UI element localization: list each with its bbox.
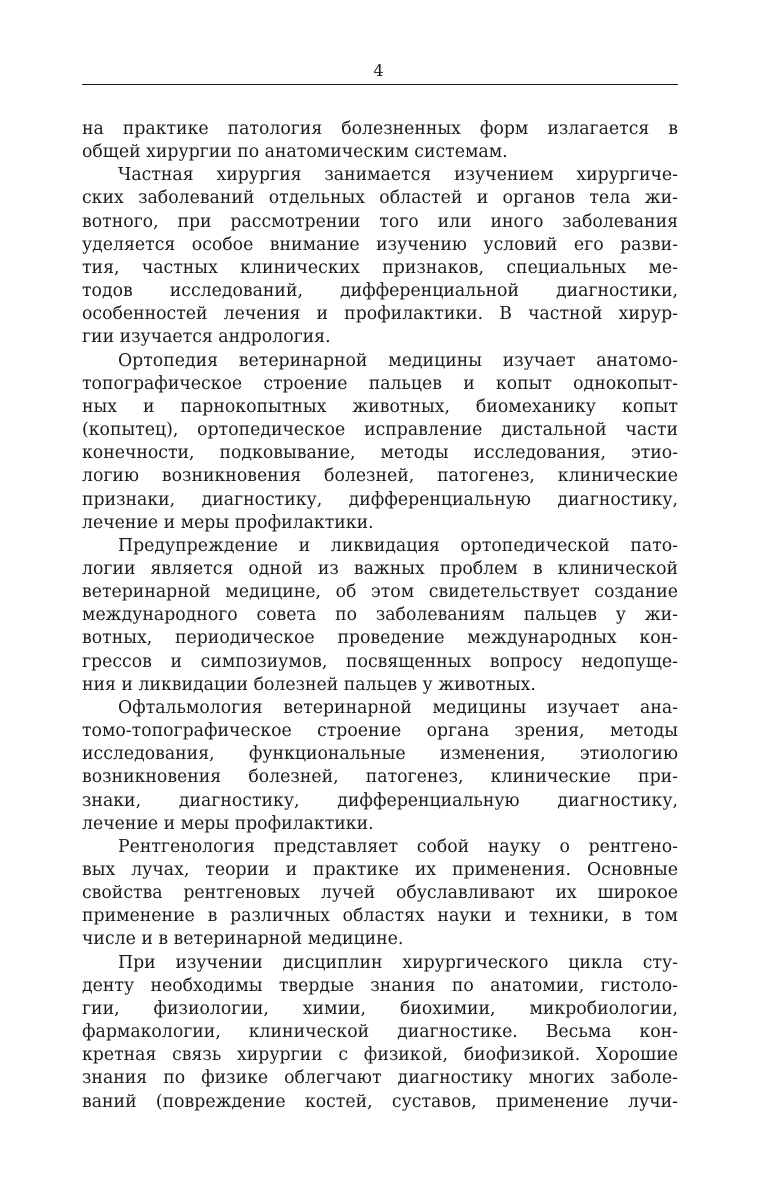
text-line: уделяется особое внимание изучению условий его разви- <box>82 234 678 255</box>
text-line: томо-топографическое строение органа зрения, методы <box>82 721 678 742</box>
text-line: ных и парнокопытных животных, биомеханику копыт <box>82 396 678 417</box>
text-line: Офтальмология ветеринарной медицины изучает ана- <box>118 697 678 718</box>
text-line: международного совета по заболеваниям пальцев у жи- <box>82 605 678 626</box>
text-line: свойства рентгеновых лучей обуславливают их широкое <box>82 883 678 904</box>
text-line: знания по физике облегчают диагностику многих заболе- <box>82 1068 678 1089</box>
text-line: конечности, подковывание, методы исследования, этио- <box>82 443 678 464</box>
text-line: логию возникновения болезней, патогенез, клинические <box>82 466 678 487</box>
body-text <box>82 118 678 1114</box>
text-line: лечение и меры профилактики. <box>82 512 374 533</box>
text-line: гии, физиологии, химии, биохимии, микробиологии, <box>82 998 678 1019</box>
text-line: (копытец), ортопедическое исправление дистальной части <box>82 420 678 441</box>
text-line: тодов исследований, дифференциальной диагностики, <box>82 281 678 302</box>
text-line: знаки, диагностику, дифференциальную диагностику, <box>82 790 678 811</box>
text-line: исследования, функциональные изменения, этиологию <box>82 744 678 765</box>
text-line: вотных, периодическое проведение международных кон- <box>82 628 678 649</box>
text-line: лечение и меры профилактики. <box>82 813 374 834</box>
text-line: общей хирургии по анатомическим системам. <box>82 142 508 163</box>
text-line: ских заболеваний отдельных областей и органов тела жи- <box>82 188 678 209</box>
text-line: применение в различных областях науки и техники, в том <box>82 906 678 927</box>
text-line: ветеринарной медицине, об этом свидетельствует создание <box>82 582 678 603</box>
text-line: Рентгенология представляет собой науку о рентгено- <box>118 836 678 857</box>
text-line: Предупреждение и ликвидация ортопедической пато- <box>118 535 678 556</box>
text-line: на практике патология болезненных форм излагается в <box>82 119 678 139</box>
text-line: топографическое строение пальцев и копыт однокопыт- <box>82 373 678 394</box>
text-line: тия, частных клинических признаков, специальных ме- <box>82 257 678 278</box>
text-line: денту необходимы твердые знания по анатомии, гистоло- <box>82 975 678 996</box>
text-line: фармакологии, клинической диагностике. Весьма кон- <box>82 1022 678 1043</box>
text-line: признаки, диагностику, дифференциальную диагностику, <box>82 489 678 510</box>
text-line: кретная связь хирургии с физикой, биофизикой. Хорошие <box>82 1045 678 1066</box>
text-line: ния и ликвидации болезней пальцев у животных. <box>82 674 536 695</box>
text-line: грессов и симпозиумов, посвященных вопросу недопуще- <box>82 651 678 672</box>
text-line: вотного, при рассмотрении того или иного заболевания <box>82 211 678 232</box>
text-line: логии является одной из важных проблем в клинической <box>82 558 678 579</box>
text-line: ваний (повреждение костей, суставов, применение лучи- <box>82 1091 678 1112</box>
text-line: возникновения болезней, патогенез, клинические при- <box>82 767 678 788</box>
text-line: При изучении дисциплин хирургического цикла сту- <box>118 952 678 973</box>
text-line: Частная хирургия занимается изучением хирургиче- <box>118 165 678 186</box>
page-number: 4 <box>373 61 384 80</box>
text-line: гии изучается андрология. <box>82 327 331 348</box>
header-rule <box>82 84 678 85</box>
text-line: числе и в ветеринарной медицине. <box>82 929 404 950</box>
text-line: вых лучах, теории и практике их применения. Основные <box>82 860 678 880</box>
text-line: Ортопедия ветеринарной медицины изучает анатомо- <box>118 350 678 371</box>
text-line: особенностей лечения и профилактики. В частной хирур- <box>82 304 678 325</box>
